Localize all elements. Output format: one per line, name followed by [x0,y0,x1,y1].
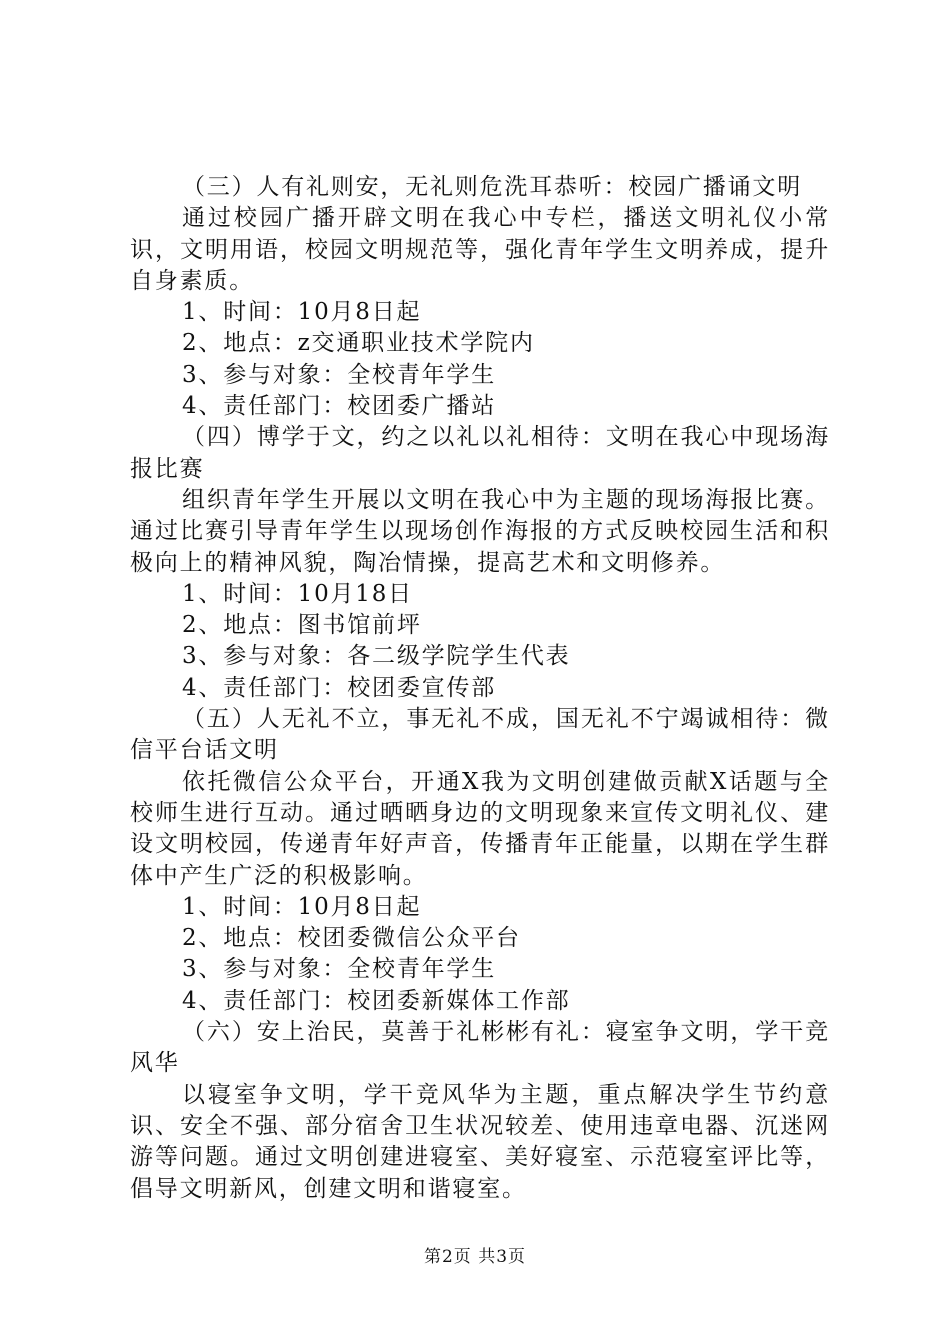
section-heading-3: （三）人有礼则安，无礼则危洗耳恭听：校园广播诵文明 [182,174,802,200]
list-item-location: 2、地点：校团委微信公众平台 [182,925,521,952]
section-body-5: 依托微信公众平台，开通X我为文明创建做贡献X话题与全校师生进行互动。通过晒晒身边的文明现象来宣传文明礼仪、建设文明校园，传递青年好声音，传播青年正能量，以期在学生群体中产生广泛的积极影响。 [130,768,830,889]
page-footer: 第2页 共3页 [423,1247,527,1267]
list-item-participants: 3、参与对象：各二级学院学生代表 [182,643,571,670]
section-body-6: 以寝室争文明，学干竞风华为主题，重点解决学生节约意识、安全不强、部分宿舍卫生状况较差、使用违章电器、沉迷网游等问题。通过文明创建进寝室、美好寝室、示范寝室评比等，倡导文明新风，创建文明和谐寝室。 [130,1081,830,1202]
list-item-department: 4、责任部门：校团委广播站 [182,393,497,420]
list-item-location: 2、地点：z交通职业技术学院内 [182,330,535,357]
list-item-department: 4、责任部门：校团委新媒体工作部 [182,987,571,1014]
list-item-location: 2、地点：图书馆前坪 [182,612,422,639]
section-heading-4: （四）博学于文，约之以礼以礼相待：文明在我心中现场海报比赛 [130,424,830,482]
list-item-time: 1、时间：10月8日起 [182,893,422,920]
list-item-department: 4、责任部门：校团委宣传部 [182,674,497,701]
list-item-participants: 3、参与对象：全校青年学生 [182,956,497,983]
section-heading-6: （六）安上治民，莫善于礼彬彬有礼：寝室争文明，学干竞风华 [130,1019,830,1077]
list-item-time: 1、时间：10月18日 [182,580,413,607]
section-heading-5: （五）人无礼不立，事无礼不成，国无礼不宁竭诚相待：微信平台话文明 [130,706,830,764]
list-item-time: 1、时间：10月8日起 [182,299,422,326]
section-body-3: 通过校园广播开辟文明在我心中专栏，播送文明礼仪小常识，文明用语，校园文明规范等，强化青年学生文明养成，提升自身素质。 [130,205,830,294]
list-item-participants: 3、参与对象：全校青年学生 [182,361,497,388]
document-body [130,172,830,1205]
section-body-4: 组织青年学生开展以文明在我心中为主题的现场海报比赛。通过比赛引导青年学生以现场创作海报的方式反映校园生活和积极向上的精神风貌，陶冶情操，提高艺术和文明修养。 [130,486,830,576]
